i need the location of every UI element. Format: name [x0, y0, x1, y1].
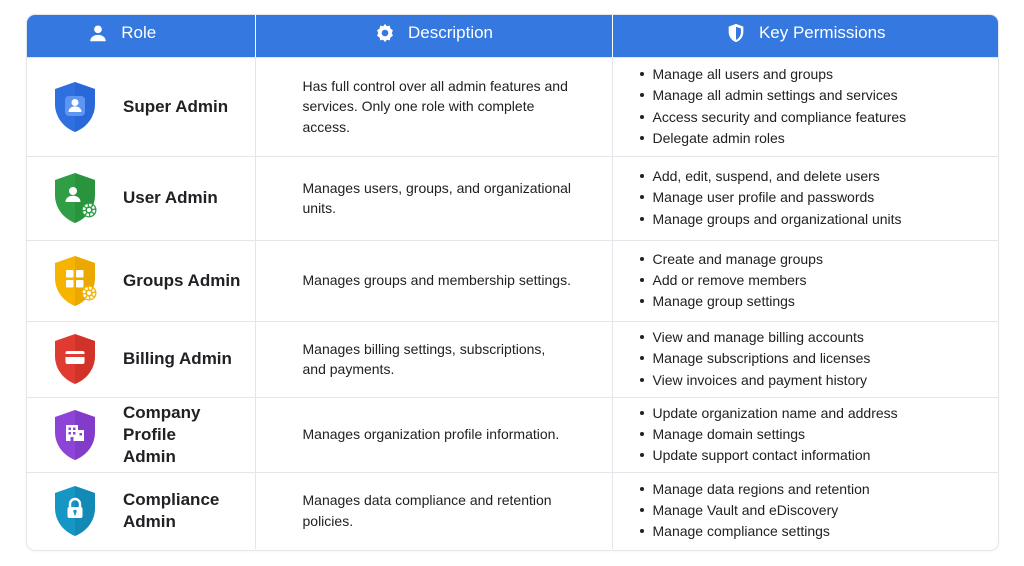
role-name-line1: Company Profile: [123, 402, 201, 444]
roles-table: [27, 15, 998, 550]
list-item: Manage groups and organizational units: [653, 209, 999, 230]
list-item: Update support contact information: [653, 445, 999, 466]
permissions-list: [613, 166, 999, 230]
table-row: [27, 472, 998, 549]
role-name: Billing Admin: [123, 349, 232, 368]
list-item: Manage group settings: [653, 291, 999, 312]
building-icon: [53, 409, 97, 461]
header-description-label: Description: [407, 23, 494, 43]
role-name: [123, 402, 255, 468]
list-item: Delegate admin roles: [653, 128, 999, 149]
list-item: Update organization name and address: [653, 403, 999, 424]
list-item: Manage Vault and eDiscovery: [653, 500, 999, 521]
person-icon: [53, 81, 97, 133]
permissions-list: [613, 479, 999, 543]
gear-icon: [374, 22, 396, 44]
permissions-cell: [612, 321, 998, 397]
role-cell: [27, 472, 255, 549]
role-cell: [27, 57, 255, 156]
role-cell: [27, 397, 255, 472]
role-name-line1: Compliance: [123, 489, 220, 509]
role-description: Has full control over all admin features and services. Only one role with complete access.: [302, 77, 568, 135]
list-item: Create and manage groups: [653, 249, 999, 270]
role-cell: [27, 240, 255, 321]
permissions-cell: [612, 240, 998, 321]
role-name: Super Admin: [123, 96, 229, 116]
description-cell: [255, 321, 612, 397]
header-role-label: Role: [121, 23, 157, 43]
permissions-list: [613, 403, 999, 467]
table-row: [27, 240, 998, 321]
role-description: Manages groups and membership settings.: [302, 272, 571, 289]
person-gear-icon: [53, 172, 97, 224]
description-cell: [255, 397, 612, 472]
header-permissions: [612, 15, 998, 57]
list-item: Manage data regions and retention: [653, 479, 999, 500]
list-item: Manage all users and groups: [653, 64, 999, 85]
permissions-cell: [612, 57, 998, 156]
list-item: Manage domain settings: [653, 424, 999, 445]
role-cell: [27, 156, 255, 240]
permissions-list: [613, 249, 999, 313]
lock-icon: [53, 485, 97, 537]
shield-icon: [725, 22, 747, 44]
role-name: Groups Admin: [123, 270, 241, 290]
table-row: [27, 397, 998, 472]
role-description: Manages data compliance and retention policies.: [302, 492, 552, 529]
list-item: View and manage billing accounts: [653, 327, 999, 348]
list-item: Manage user profile and passwords: [653, 187, 999, 208]
list-item: Manage all admin settings and services: [653, 85, 999, 106]
role-description: Manages billing settings, subscriptions, and payments.: [302, 340, 546, 377]
list-item: Manage subscriptions and licenses: [653, 348, 999, 369]
permissions-list: [613, 327, 999, 391]
role-name: User Admin: [123, 188, 218, 207]
grid-gear-icon: [53, 255, 97, 307]
header-description: [255, 15, 612, 57]
table-row: [27, 156, 998, 240]
description-cell: [255, 57, 612, 156]
role-name-line2: Admin: [123, 446, 176, 466]
permissions-cell: [612, 156, 998, 240]
permissions-cell: [612, 397, 998, 472]
description-cell: [255, 472, 612, 549]
table-row: [27, 57, 998, 156]
permissions-list: [613, 64, 999, 149]
header-role: [27, 15, 255, 57]
header-permissions-label: Key Permissions: [758, 23, 886, 43]
list-item: Add or remove members: [653, 270, 999, 291]
list-item: Add, edit, suspend, and delete users: [653, 166, 999, 187]
list-item: View invoices and payment history: [653, 370, 999, 391]
role-description: Manages users, groups, and organizational units.: [302, 179, 572, 216]
role-cell: [27, 321, 255, 397]
person-icon: [87, 22, 109, 44]
role-description: Manages organization profile information.: [302, 426, 560, 443]
role-name-line2: Admin: [123, 511, 176, 531]
role-name: [123, 489, 219, 533]
table-header-row: [27, 15, 998, 57]
description-cell: [255, 156, 612, 240]
list-item: Access security and compliance features: [653, 107, 999, 128]
list-item: Manage compliance settings: [653, 521, 999, 542]
permissions-cell: [612, 472, 998, 549]
credit-card-icon: [53, 333, 97, 385]
description-cell: [255, 240, 612, 321]
table-row: [27, 321, 998, 397]
